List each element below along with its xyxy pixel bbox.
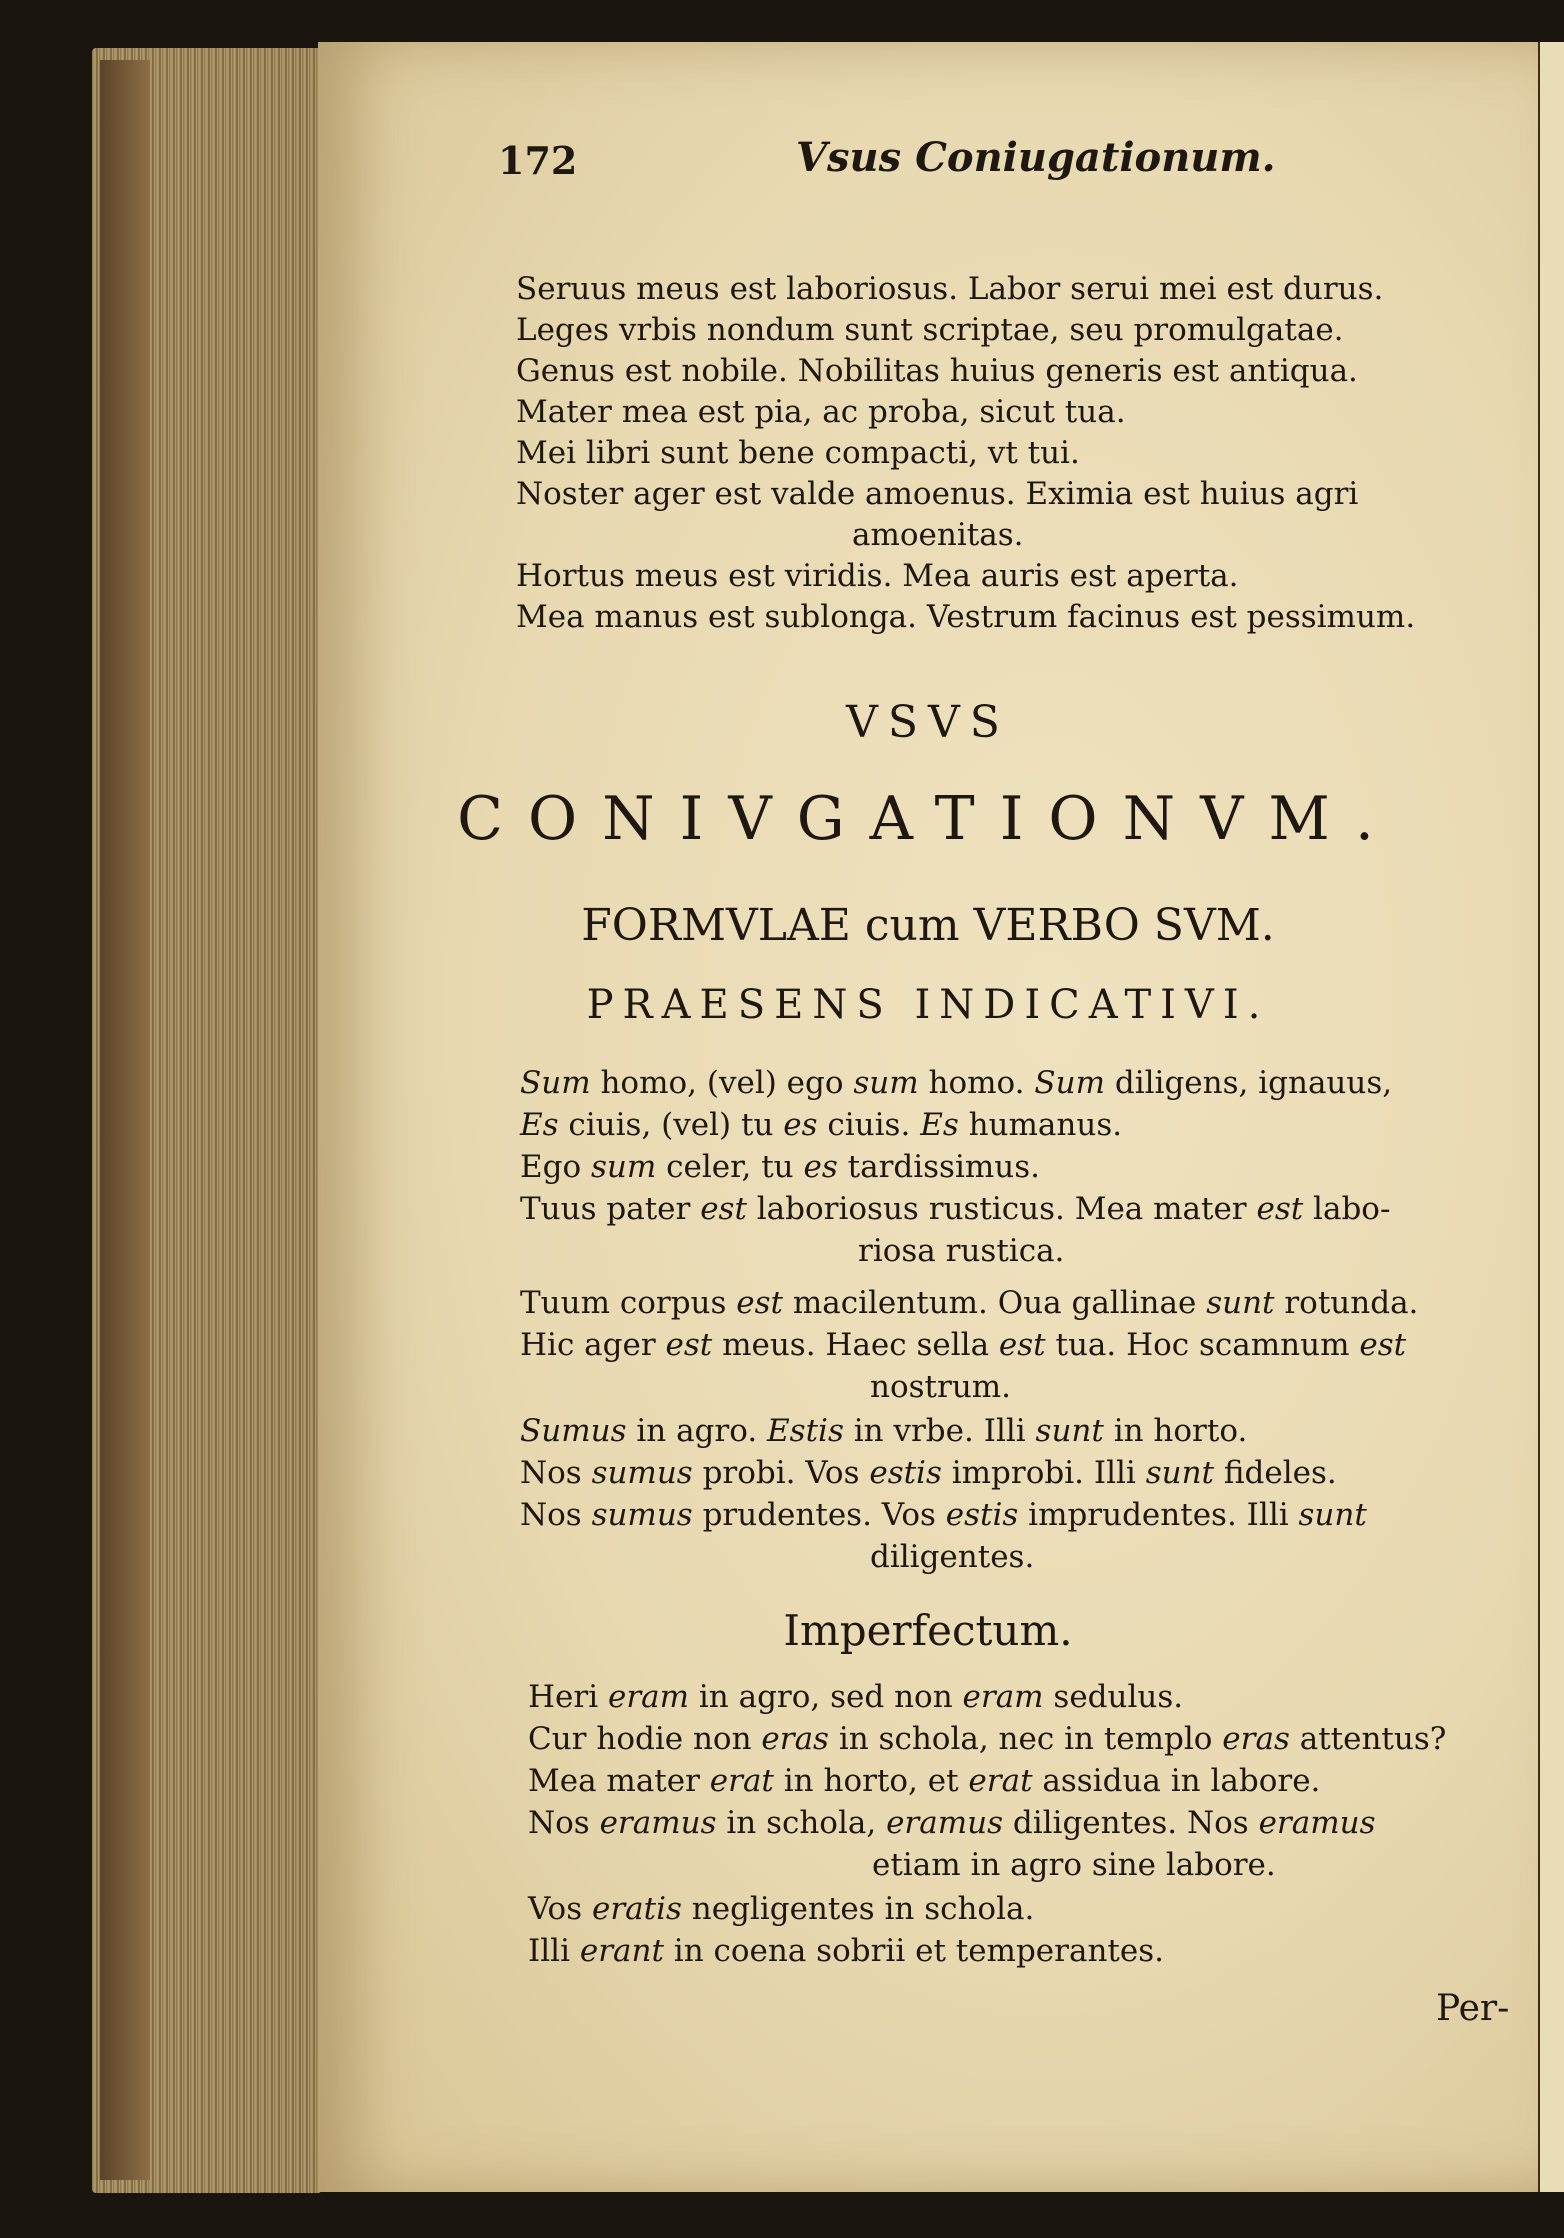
text-line: Ego sum celer, tu es tardissimus. (520, 1149, 1041, 1185)
text-line: Tuum corpus est macilentum. Oua gallinae sunt rotunda. (520, 1285, 1419, 1321)
running-head (318, 134, 1538, 184)
text-line: nostrum. (870, 1369, 1012, 1405)
page-number: 172 (498, 138, 578, 183)
book-page (318, 42, 1538, 2192)
text-line: Nos eramus in schola, eramus diligentes. Nos eramus (528, 1805, 1376, 1841)
text-line: Seruus meus est laboriosus. Labor serui mei est durus. (516, 271, 1384, 307)
catchword: Per- (1436, 1988, 1510, 2029)
text-line: Cur hodie non eras in schola, nec in templo eras attentus? (528, 1721, 1447, 1757)
text-line: Mater mea est pia, ac proba, sicut tua. (516, 394, 1126, 430)
section-heading-praesens: PRAESENS INDICATIVI. (586, 982, 1270, 1028)
text-line: Genus est nobile. Nobilitas huius generis est antiqua. (516, 353, 1358, 389)
text-line: Hic ager est meus. Haec sella est tua. Hoc scamnum est (520, 1327, 1407, 1363)
text-line: Nos sumus prudentes. Vos estis imprudentes. Illi sunt (520, 1497, 1367, 1533)
text-line: amoenitas. (852, 517, 1024, 553)
section-heading-imperfectum: Imperfectum. (783, 1606, 1073, 1655)
text-line: Noster ager est valde amoenus. Eximia est huius agri (516, 476, 1359, 512)
facing-page-strip (1538, 42, 1564, 2192)
text-line: Mea manus est sublonga. Vestrum facinus est pessimum. (516, 599, 1416, 635)
text-line: Mei libri sunt bene compacti, vt tui. (516, 435, 1080, 471)
text-line: etiam in agro sine labore. (872, 1847, 1276, 1883)
text-line: Es ciuis, (vel) tu es ciuis. Es humanus. (520, 1107, 1123, 1143)
text-line: Tuus pater est laboriosus rusticus. Mea mater est labo- (520, 1191, 1391, 1227)
section-heading-formulae: FORMVLAE cum VERBO SVM. (581, 900, 1275, 951)
book-cover (100, 60, 150, 2180)
text-line: Hortus meus est viridis. Mea auris est aperta. (516, 558, 1239, 594)
text-line: Heri eram in agro, sed non eram sedulus. (528, 1679, 1184, 1715)
text-line: riosa rustica. (858, 1233, 1065, 1269)
text-line: diligentes. (870, 1539, 1035, 1575)
page-content (318, 42, 1538, 2192)
text-line: Mea mater erat in horto, et erat assidua in labore. (528, 1763, 1321, 1799)
running-title: Vsus Coniugationum. (796, 134, 1276, 181)
text-line: Leges vrbis nondum sunt scriptae, seu promulgatae. (516, 312, 1344, 348)
text-line: Nos sumus probi. Vos estis improbi. Illi sunt fideles. (520, 1455, 1337, 1491)
text-line: Sumus in agro. Estis in vrbe. Illi sunt in horto. (520, 1413, 1248, 1449)
section-heading-vsus: VSVS (846, 697, 1010, 748)
text-line: Vos eratis negligentes in schola. (528, 1891, 1035, 1927)
section-heading-conjugationum: CONIVGATIONVM. (457, 784, 1399, 854)
text-line: Illi erant in coena sobrii et temperantes. (528, 1933, 1164, 1969)
text-line: Sum homo, (vel) ego sum homo. Sum diligens, ignauus, (520, 1065, 1393, 1101)
